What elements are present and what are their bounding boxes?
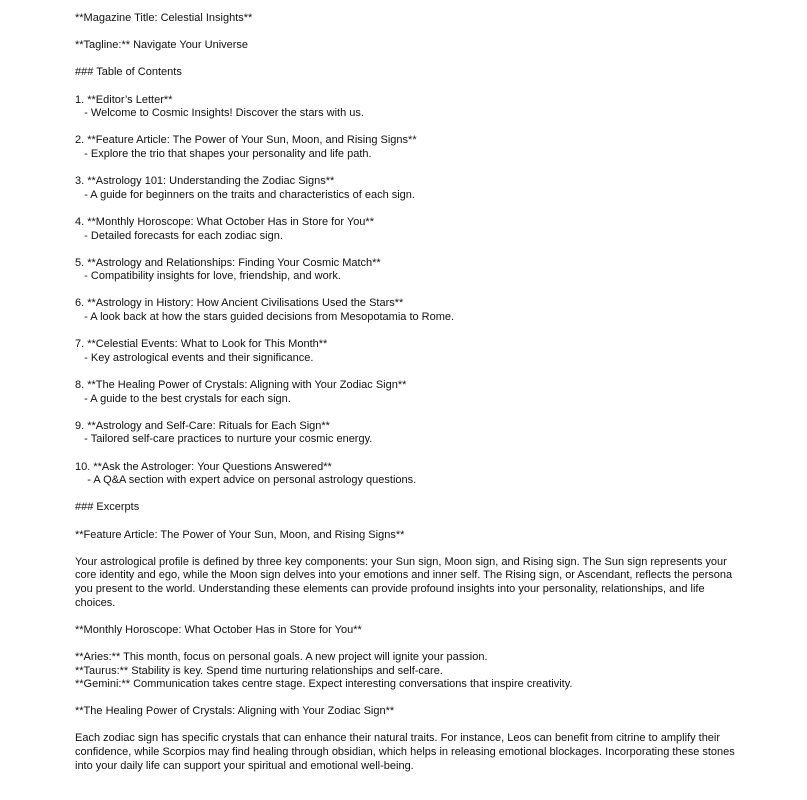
- toc-item: [75, 461, 740, 502]
- tagline: **Tagline:** Navigate Your Universe: [75, 39, 249, 52]
- toc-item-title: 9. **Astrology and Self-Care: Rituals for Each Sign**: [75, 419, 330, 432]
- toc-item-desc: - A guide for beginners on the traits and characteristics of each sign.: [75, 188, 415, 201]
- toc-item-desc: - A Q&A section with expert advice on personal astrology questions.: [75, 474, 417, 487]
- toc-item-title: 8. **The Healing Power of Crystals: Aligning with Your Zodiac Sign**: [75, 379, 407, 392]
- toc-item: [75, 379, 740, 420]
- toc-item-title: 10. **Ask the Astrologer: Your Questions Answered**: [75, 460, 332, 473]
- toc-item-desc: - Tailored self-care practices to nurture your cosmic energy.: [75, 433, 373, 446]
- toc-item: [75, 134, 740, 175]
- excerpt-crystals-title: **The Healing Power of Crystals: Aligning with Your Zodiac Sign**: [75, 705, 395, 718]
- toc-item: [75, 297, 740, 338]
- excerpts-heading: ### Excerpts: [75, 501, 140, 514]
- toc-item: [75, 216, 740, 257]
- toc-item-desc: - Key astrological events and their significance.: [75, 351, 314, 364]
- toc-item-desc: - Detailed forecasts for each zodiac sign.: [75, 229, 283, 242]
- excerpt-feature-body: Your astrological profile is defined by three key components: your Sun sign, Moon sign, and Rising sign. The Sun sign represents your core identity and ego, while the Moon sign delves into your emotions and inner self. The Rising sign, or Ascendant, reflects the persona you present to the world. Understanding these elements can provide profound insights into your personality, relationships, and life choices.: [75, 555, 733, 609]
- horoscope-line-gemini: **Gemini:** Communication takes centre stage. Expect interesting conversations that inspire creativity.: [75, 678, 573, 691]
- excerpt-feature-title: **Feature Article: The Power of Your Sun, Moon, and Rising Signs**: [75, 528, 405, 541]
- toc-item-desc: - Welcome to Cosmic Insights! Discover the stars with us.: [75, 107, 364, 120]
- toc-item-desc: - Compatibility insights for love, friendship, and work.: [75, 270, 341, 283]
- toc-heading: ### Table of Contents: [75, 66, 182, 79]
- horoscope-line-taurus: **Taurus:** Stability is key. Spend time nurturing relationships and self-care.: [75, 664, 443, 677]
- toc-item: [75, 257, 740, 298]
- excerpt-crystals-body: Each zodiac sign has specific crystals that can enhance their natural traits. For instance, Leos can benefit from citrine to amplify their confidence, while Scorpios may find healing through obsidian, which helps in releasing emotional blockages. Incorporating these stones into your daily life can support your spiritual and emotional well-being.: [75, 732, 735, 772]
- toc-item-desc: - A guide to the best crystals for each sign.: [75, 392, 291, 405]
- toc-item-title: 4. **Monthly Horoscope: What October Has in Store for You**: [75, 215, 374, 228]
- horoscope-line-aries: **Aries:** This month, focus on personal goals. A new project will ignite your passion.: [75, 650, 488, 663]
- toc-list: [75, 94, 740, 502]
- document-body: [75, 12, 740, 773]
- excerpt-horoscope-title: **Monthly Horoscope: What October Has in Store for You**: [75, 623, 362, 636]
- toc-item: [75, 338, 740, 379]
- toc-item-desc: - Explore the trio that shapes your personality and life path.: [75, 147, 372, 160]
- toc-item-title: 7. **Celestial Events: What to Look for This Month**: [75, 338, 328, 351]
- toc-item-title: 6. **Astrology in History: How Ancient Civilisations Used the Stars**: [75, 297, 404, 310]
- toc-item: [75, 94, 740, 135]
- toc-item-title: 1. **Editor’s Letter**: [75, 93, 173, 106]
- toc-item-title: 5. **Astrology and Relationships: Finding Your Cosmic Match**: [75, 256, 381, 269]
- toc-item-desc: - A look back at how the stars guided decisions from Mesopotamia to Rome.: [75, 311, 455, 324]
- toc-item: [75, 175, 740, 216]
- toc-item: [75, 420, 740, 461]
- magazine-title: **Magazine Title: Celestial Insights**: [75, 12, 253, 24]
- toc-item-title: 3. **Astrology 101: Understanding the Zodiac Signs**: [75, 175, 335, 188]
- toc-item-title: 2. **Feature Article: The Power of Your Sun, Moon, and Rising Signs**: [75, 134, 417, 147]
